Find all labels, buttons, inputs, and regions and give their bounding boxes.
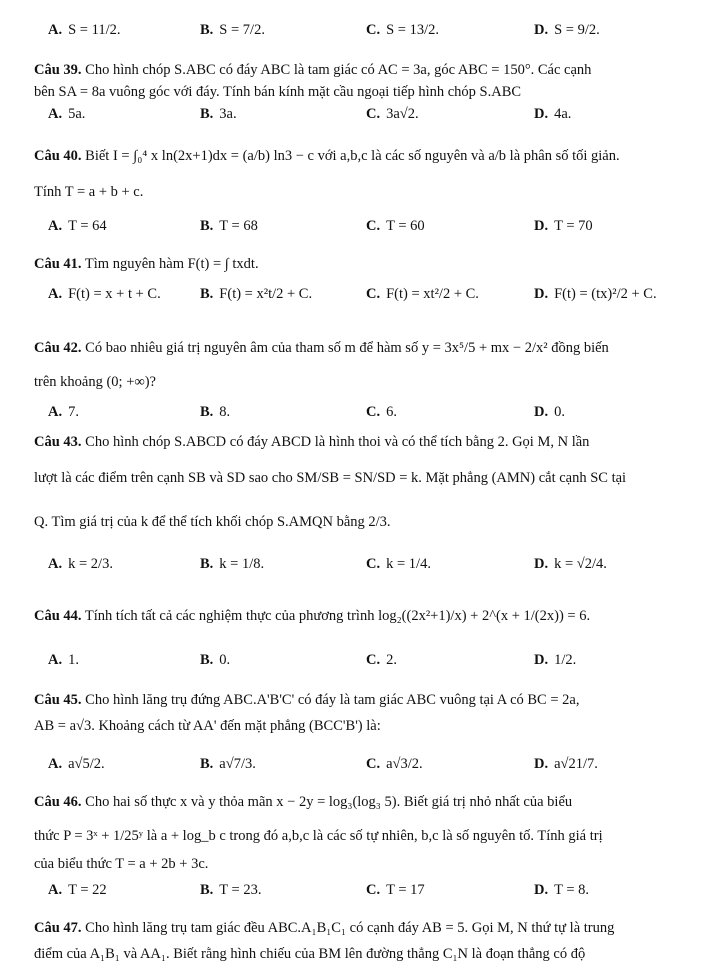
q43-line-1: Câu 43. Cho hình chóp S.ABCD có đáy ABCD là hình thoi và có thể tích bằng 2. Gọi M, N lần bbox=[34, 434, 590, 450]
q40-option-b: B. T = 68 bbox=[200, 218, 258, 234]
q38-option-a: A. S = 11/2. bbox=[48, 22, 121, 38]
q47-line-2: điểm của A₁B₁ và AA₁. Biết rằng hình chiếu của BM lên đường thẳng C₁N là đoạn thẳng có độ bbox=[34, 946, 586, 962]
q38-option-b: B. S = 7/2. bbox=[200, 22, 265, 38]
q44-line-1: Câu 44. Tính tích tất cả các nghiệm thực của phương trình log₂((2x²+1)/x) + 2^(x + 1/(2x)) = 6. bbox=[34, 608, 591, 624]
q40-line-1: Câu 40. Biết I = ∫₀⁴ x ln(2x+1)dx = (a/b) ln3 − c với a,b,c là các số nguyên và a/b là phân số tối giản. bbox=[34, 148, 620, 164]
q38-option-c: C. S = 13/2. bbox=[366, 22, 440, 38]
q39-line-2: bên SA = 8a vuông góc với đáy. Tính bán kính mặt cầu ngoại tiếp hình chóp S.ABC bbox=[34, 84, 522, 100]
q46-line-2: thức P = 3ˣ + 1/25ʸ là a + log_b c trong đó a,b,c là các số tự nhiên, b,c là số nguyên tố. Tính giá trị bbox=[34, 828, 603, 844]
q39-line-1: Câu 39. Cho hình chóp S.ABC có đáy ABC là tam giác có AC = 3a, góc ABC = 150°. Các cạnh bbox=[34, 62, 592, 78]
q46-option-d: D. T = 8. bbox=[534, 882, 590, 898]
q43-line-2: lượt là các điểm trên cạnh SB và SD sao cho SM/SB = SN/SD = k. Mặt phẳng (AMN) cắt cạnh SC tại bbox=[34, 470, 627, 486]
q40-option-c: C. T = 60 bbox=[366, 218, 425, 234]
q44-option-d: D. 1/2. bbox=[534, 652, 577, 668]
q45-option-c: C. a√3/2. bbox=[366, 756, 423, 772]
q43-option-a: A. k = 2/3. bbox=[48, 556, 113, 572]
q42-option-d: D. 0. bbox=[534, 404, 565, 420]
q46-option-c: C. T = 17 bbox=[366, 882, 425, 898]
q42-line-2: trên khoảng (0; +∞)? bbox=[34, 374, 156, 390]
q46-option-a: A. T = 22 bbox=[48, 882, 107, 898]
q41-line-1: Câu 41. Tìm nguyên hàm F(t) = ∫ txdt. bbox=[34, 256, 259, 272]
q39-option-a: A. 5a. bbox=[48, 106, 86, 122]
q44-option-a: A. 1. bbox=[48, 652, 79, 668]
q43-option-d: D. k = √2/4. bbox=[534, 556, 607, 572]
q41-option-d: D. F(t) = (tx)²/2 + C. bbox=[534, 286, 657, 302]
q39-option-c: C. 3a√2. bbox=[366, 106, 419, 122]
q43-option-c: C. k = 1/4. bbox=[366, 556, 431, 572]
q46-line-3: của biểu thức T = a + 2b + 3c. bbox=[34, 856, 209, 872]
q45-option-a: A. a√5/2. bbox=[48, 756, 105, 772]
q42-option-c: C. 6. bbox=[366, 404, 397, 420]
q40-option-d: D. T = 70 bbox=[534, 218, 593, 234]
q46-line-1: Câu 46. Cho hai số thực x và y thỏa mãn x − 2y = log₃(log₃ 5). Biết giá trị nhỏ nhất của biểu bbox=[34, 794, 573, 810]
q45-line-1: Câu 45. Cho hình lăng trụ đứng ABC.A'B'C' có đáy là tam giác ABC vuông tại A có BC = 2a, bbox=[34, 692, 580, 708]
q42-option-b: B. 8. bbox=[200, 404, 231, 420]
q42-option-a: A. 7. bbox=[48, 404, 79, 420]
q47-line-1: Câu 47. Cho hình lăng trụ tam giác đều ABC.A₁B₁C₁ có cạnh đáy AB = 5. Gọi M, N thứ tự là trung bbox=[34, 920, 615, 936]
q44-option-c: C. 2. bbox=[366, 652, 397, 668]
q43-line-3: Q. Tìm giá trị của k để thể tích khối chóp S.AMQN bằng 2/3. bbox=[34, 514, 391, 530]
q41-option-c: C. F(t) = xt²/2 + C. bbox=[366, 286, 479, 302]
q39-option-d: D. 4a. bbox=[534, 106, 572, 122]
q41-option-a: A. F(t) = x + t + C. bbox=[48, 286, 161, 302]
q40-line-2: Tính T = a + b + c. bbox=[34, 184, 144, 200]
q45-line-2: AB = a√3. Khoảng cách từ AA' đến mặt phẳng (BCC'B') là: bbox=[34, 718, 381, 734]
q45-option-d: D. a√21/7. bbox=[534, 756, 598, 772]
q45-option-b: B. a√7/3. bbox=[200, 756, 256, 772]
q43-option-b: B. k = 1/8. bbox=[200, 556, 265, 572]
q40-option-a: A. T = 64 bbox=[48, 218, 107, 234]
q46-option-b: B. T = 23. bbox=[200, 882, 262, 898]
q38-option-d: D. S = 9/2. bbox=[534, 22, 600, 38]
q44-option-b: B. 0. bbox=[200, 652, 231, 668]
q41-option-b: B. F(t) = x²t/2 + C. bbox=[200, 286, 313, 302]
q39-option-b: B. 3a. bbox=[200, 106, 237, 122]
q42-line-1: Câu 42. Có bao nhiêu giá trị nguyên âm của tham số m để hàm số y = 3x⁵/5 + mx − 2/x² đồng biến bbox=[34, 340, 609, 356]
